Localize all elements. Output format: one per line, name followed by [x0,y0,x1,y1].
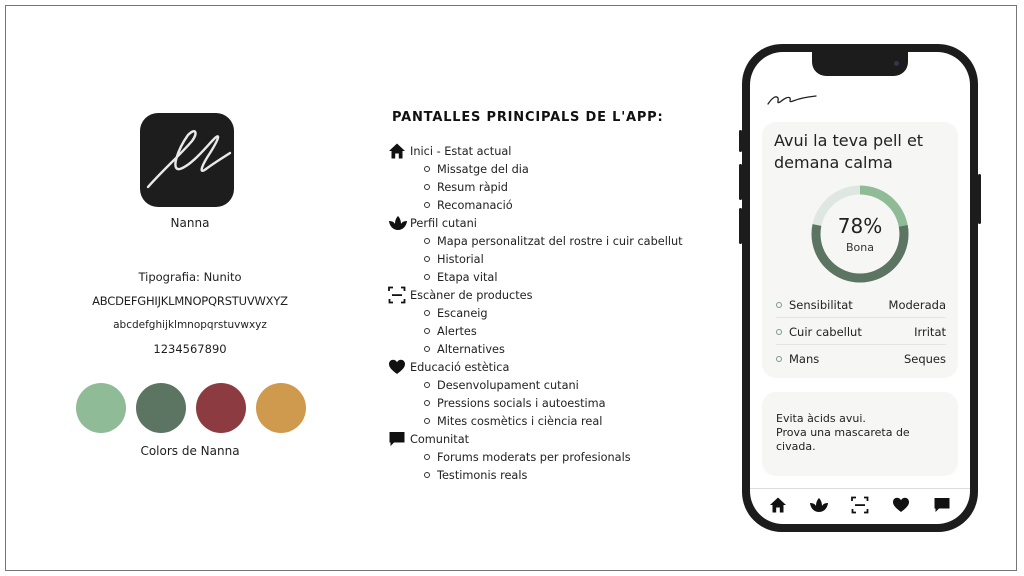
metric-row-mans[interactable] [776,346,946,372]
score-value: 78% [837,214,883,238]
tab-home-icon[interactable] [765,494,791,520]
app-signature-icon [766,92,818,108]
section-item-label: Pressions socials i autoestima [437,396,606,410]
section-item-label: Recomanació [437,198,513,212]
screen-section [388,430,718,448]
metric-name: Mans [789,352,820,366]
phone-side-button [739,130,742,152]
heart-icon [892,496,910,518]
section-item [388,412,718,430]
bullet-icon [424,418,430,424]
section-item-label: Alertes [437,324,477,338]
status-card [762,122,958,378]
home-icon [388,142,410,160]
section-label: Escàner de productes [410,288,533,302]
section-item-label: Mites cosmètics i ciència real [437,414,603,428]
screen-section [388,286,718,304]
tip-card[interactable] [762,392,958,476]
bullet-icon [424,256,430,262]
bullet-icon [424,454,430,460]
screen-section [388,214,718,232]
color-swatch [136,383,186,433]
section-item [388,268,718,286]
section-item-label: Escaneig [437,306,488,320]
section-item [388,340,718,358]
colors-label: Colors de Nanna [140,444,240,458]
metric-name: Cuir cabellut [789,324,862,339]
section-item-label: Testimonis reals [437,468,528,482]
section-item [388,178,718,196]
metric-value: Moderada [888,297,946,312]
screens-title: PANTALLES PRINCIPALS DE L'APP: [392,110,664,125]
color-swatch [76,383,126,433]
section-item-label: Desenvolupament cutani [437,378,579,392]
uppercase-sample: ABCDEFGHIJKLMNOPQRSTUVWXYZ [92,294,288,308]
bullet-icon [424,400,430,406]
section-label: Educació estètica [410,360,510,374]
scan-icon [851,496,869,518]
section-item [388,160,718,178]
phone-side-button [978,174,981,224]
bullet-icon [424,310,430,316]
section-item [388,394,718,412]
tab-lotus-icon[interactable] [806,494,832,520]
section-label: Perfil cutani [410,216,477,230]
section-item-label: Resum ràpid [437,180,508,194]
metric-value: Irritat [914,324,946,339]
typography-specimen [65,265,315,361]
section-label: Comunitat [410,432,470,446]
section-item-label: Alternatives [437,342,505,356]
status-dot-icon [776,356,782,362]
chat-icon [388,430,410,448]
section-item [388,196,718,214]
color-palette [76,383,316,433]
typography-label: Tipografia: Nunito [138,270,242,284]
section-item-label: Etapa vital [437,270,498,284]
bullet-icon [424,202,430,208]
screens-list [388,142,718,484]
tab-scan-icon[interactable] [847,494,873,520]
bullet-icon [424,238,430,244]
bullet-icon [424,346,430,352]
phone-screen [750,52,970,524]
section-item-label: Missatge del dia [437,162,529,176]
daily-headline: Avui la teva pell et demana calma [774,131,924,172]
scan-icon [388,286,410,304]
color-swatch [196,383,246,433]
metric-value: Seques [903,352,946,366]
digits-sample: 1234567890 [153,342,227,356]
bullet-icon [424,274,430,280]
color-swatch [256,383,306,433]
phone-side-button [739,164,742,200]
section-item-label: Mapa personalitzat del rostre i cuir cabellut [437,234,683,248]
camera-icon [894,61,899,66]
phone-notch [812,52,908,76]
section-item [388,376,718,394]
phone-side-button [739,208,742,244]
section-item-label: Forums moderats per profesionals [437,450,631,464]
tab-chat-icon[interactable] [929,494,955,520]
nanna-logo [140,113,234,207]
section-item [388,466,718,484]
section-item [388,304,718,322]
screen-section [388,358,718,376]
bullet-icon [424,166,430,172]
metric-row-cuir-cabellut[interactable] [776,319,946,345]
status-dot-icon [776,329,782,335]
section-item [388,448,718,466]
bullet-icon [424,184,430,190]
tab-heart-icon[interactable] [888,494,914,520]
signature-icon [140,113,234,207]
bullet-icon [424,382,430,388]
section-item [388,250,718,268]
heart-icon [388,358,410,376]
status-dot-icon [776,302,782,308]
bullet-icon [424,472,430,478]
score-label: Bona [846,241,874,254]
tip-text: Evita àcids avui. Prova una mascareta de civada. [776,412,910,453]
screen-section [388,142,718,160]
metric-name: Sensibilitat [789,297,853,312]
section-label: Inici - Estat actual [410,144,512,158]
lowercase-sample: abcdefghijklmnopqrstuvwxyz [113,319,267,331]
section-item [388,232,718,250]
bullet-icon [424,328,430,334]
metric-row-sensibilitat[interactable] [776,292,946,318]
lotus-icon [809,496,829,518]
section-item-label: Historial [437,252,484,266]
section-item [388,322,718,340]
brand-name: Nanna [170,216,210,230]
home-icon [769,496,787,518]
bottom-tab-bar [750,488,970,524]
chat-icon [933,496,951,518]
lotus-icon [388,214,410,232]
phone-mockup [742,44,978,532]
